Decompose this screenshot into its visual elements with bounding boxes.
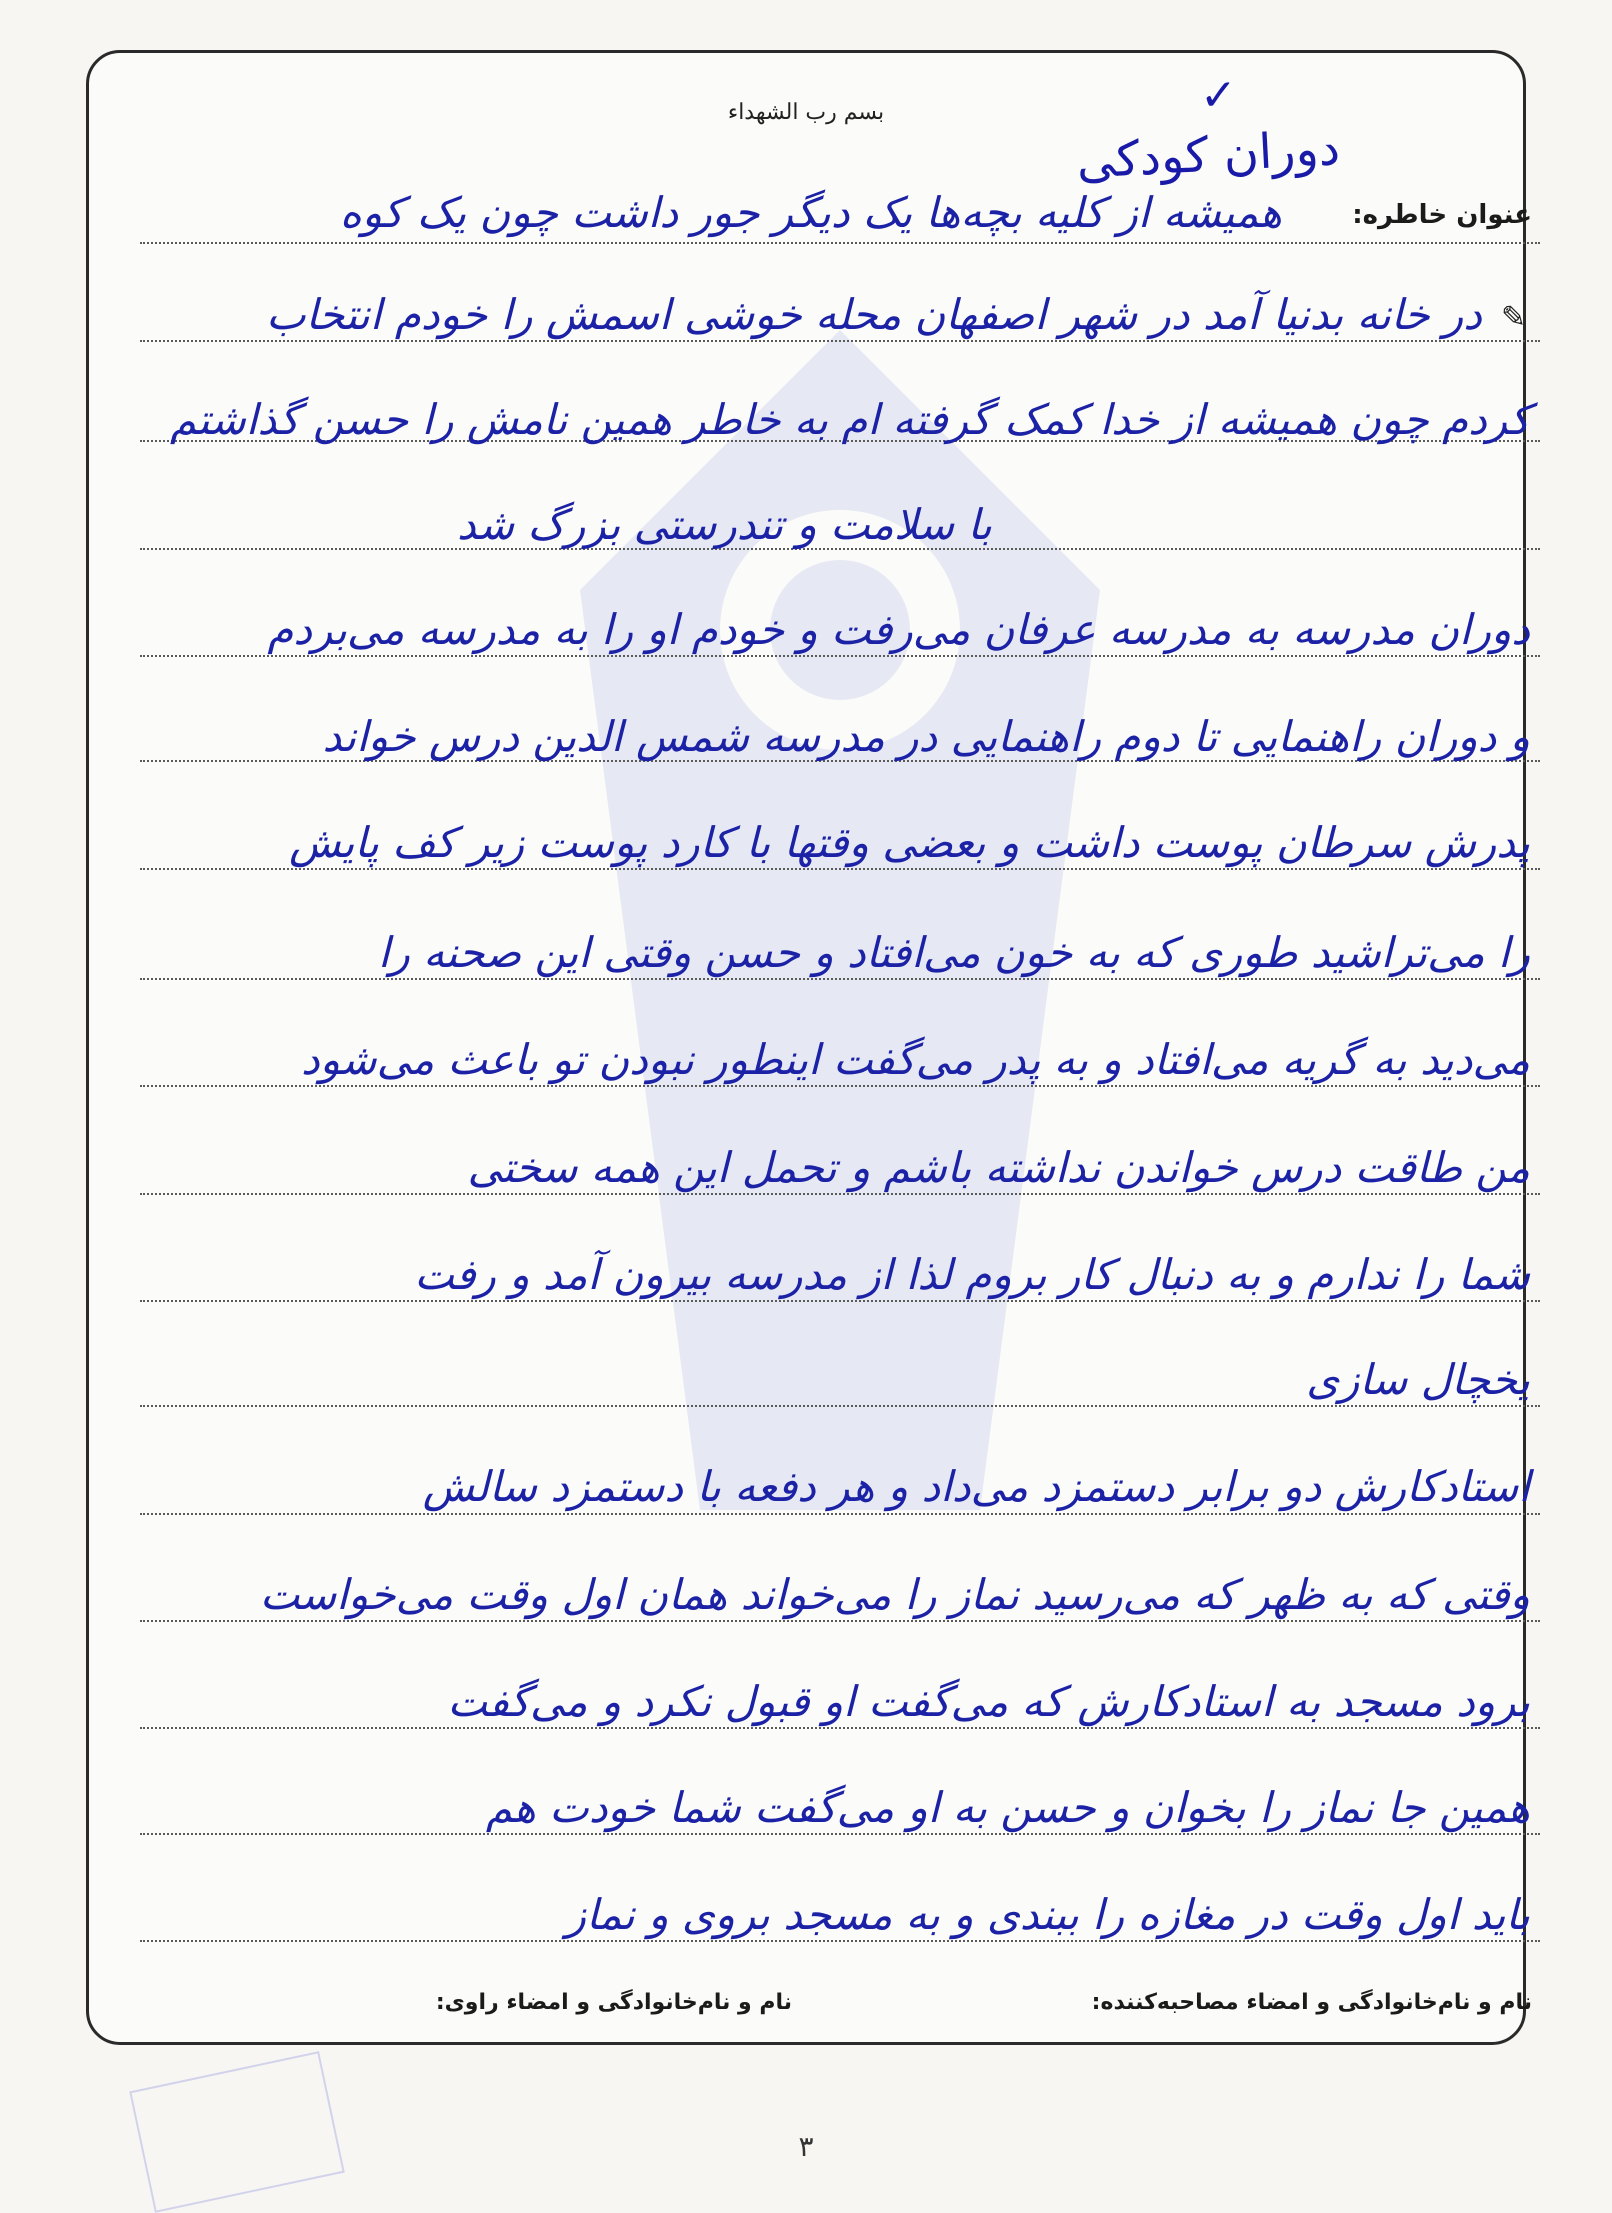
dotted-line [140,1193,1540,1195]
dotted-line [140,1405,1540,1407]
handwritten-line: در خانه بدنیا آمد در شهر اصفهان محله خوشی اسمش را خودم انتخاب [266,290,1482,339]
dotted-line [140,1833,1540,1835]
dotted-line [140,1727,1540,1729]
page-header: بسم رب الشهداء [727,100,885,125]
handwritten-line: باید اول وقت در مغازه را ببندی و به مسجد بروی و نماز [565,1890,1530,1939]
handwritten-line: پدرش سرطان پوست داشت و بعضی وقتها با کارد پوست زیر کف پایش [289,818,1530,867]
dotted-line [140,1513,1540,1515]
dotted-line [140,1620,1540,1622]
handwritten-line: همیشه از کلیه بچه‌ها یک دیگر جور داشت چون یک کوه [339,188,1282,237]
dotted-line [140,340,1540,342]
handwritten-line: من طاقت درس خواندن نداشته باشم و تحمل این همه سختی [467,1143,1530,1192]
handwritten-line: می‌دید به گریه می‌افتاد و به پدر می‌گفت اینطور نبودن تو باعث می‌شود [301,1035,1530,1084]
interviewer-signature-label: نام و نام‌خانوادگی و امضاء مصاحبه‌کننده: [1091,1990,1532,2015]
handwritten-line: را می‌تراشید طوری که به خون می‌افتاد و حسن وقتی این صحنه را [377,928,1530,977]
handwritten-line: استادکارش دو برابر دستمزد می‌داد و هر دفعه با دستمزد سالش [422,1462,1530,1511]
pen-icon: ✎ [1500,300,1526,335]
memory-title-label: عنوان خاطره: [1352,200,1532,230]
handwritten-line: وقتی که به ظهر که می‌رسید نماز را می‌خواند همان اول وقت می‌خواست [259,1570,1530,1619]
dotted-line [140,1085,1540,1087]
dotted-line [140,242,1540,244]
handwritten-line: یخچال سازی [1306,1355,1530,1404]
page-number: ۳ [798,2130,814,2163]
dotted-line [140,655,1540,657]
handwritten-line: دوران مدرسه به مدرسه عرفان می‌رفت و خودم او را به مدرسه می‌بردم [267,605,1530,654]
handwritten-line: همین جا نماز را بخوان و حسن به او می‌گفت شما خودت هم [485,1783,1530,1832]
dotted-line [140,868,1540,870]
dotted-line [140,1940,1540,1942]
handwritten-line: برود مسجد به استادکارش که می‌گفت او قبول نکرد و می‌گفت [447,1677,1530,1726]
handwritten-line: با سلامت و تندرستی بزرگ شد [456,500,992,549]
handwritten-line: کردم چون همیشه از خدا کمک گرفته ام به خاطر همین نامش را حسن گذاشتم [169,395,1530,444]
check-mark-icon: ✓ [1200,70,1237,121]
memory-topic: دوران کودکی [1075,120,1342,190]
dotted-line [140,978,1540,980]
handwritten-line: شما را ندارم و به دنبال کار بروم لذا از مدرسه بیرون آمد و رفت [414,1250,1530,1299]
handwritten-line: و دوران راهنمایی تا دوم راهنمایی در مدرسه شمس الدین درس خواند [322,712,1530,761]
dotted-line [140,1300,1540,1302]
narrator-signature-label: نام و نام‌خانوادگی و امضاء راوی: [435,1990,792,2015]
